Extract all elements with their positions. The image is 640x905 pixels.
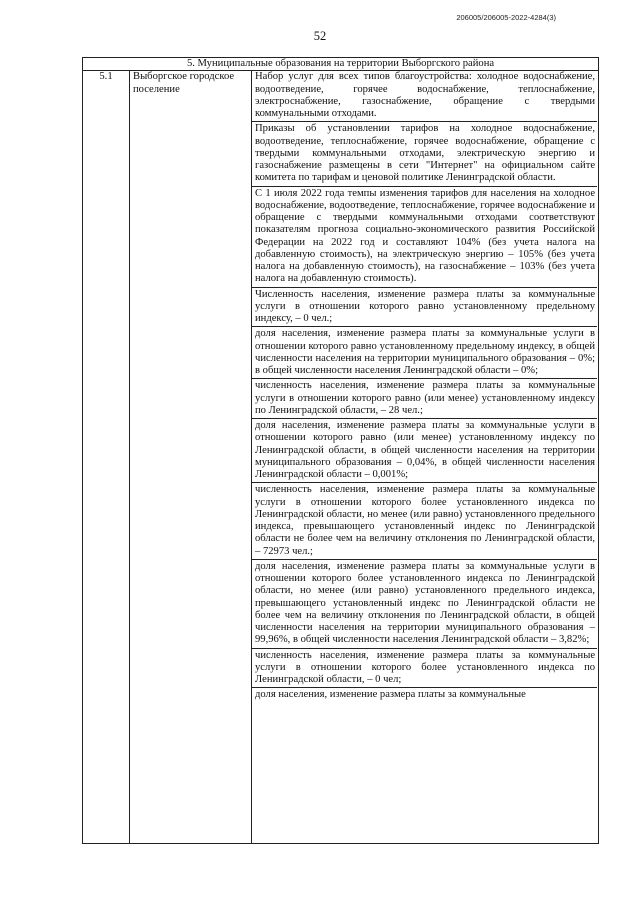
row-content — [252, 71, 599, 844]
document-id: 206005/206005-2022-4284(3) — [456, 13, 556, 22]
share-equal-limit-paragraph: доля населения, изменение размера платы за коммунальные услуги в отношении которого равно установленному предельному индексу, в общей численности населения на территории муниципального образования – 0%; в общей численности населения Ленинградской области – 0%; — [255, 328, 596, 376]
services-paragraph: Набор услуг для всех типов благоустройства: холодное водоснабжение, водоотведение, горячее водоснабжение, теплоснабжение, электроснабжение, газоснабжение, обращение с твердыми коммунальными отходами. — [255, 71, 596, 119]
table-row — [83, 71, 599, 844]
population-above-index-zero-paragraph: численность населения, изменение размера платы за коммунальные услуги в отношении которого более установленного индекса по Ленинградской области, – 0 чел; — [255, 649, 596, 685]
tariff-orders-paragraph: Приказы об установлении тарифов на холодное водоснабжение, водоотведение, теплоснабжение, горячее водоснабжение, обращение с твердыми коммунальными отходами, электрическую энергию и газоснабжение размещены в сети "Интернет" на официальном сайте комитета по тарифам и ценовой политике Ленинградской области. — [255, 123, 596, 184]
share-below-index-paragraph: доля населения, изменение размера платы за коммунальные услуги в отношении которого равно (или менее) установленному индексу по Ленинградской области, в общей численности населения на территории муниципального образования – 0,04%, в общей численности населения Ленинградской области – 0,001%; — [255, 420, 596, 480]
section-title: 5. Муниципальные образования на территории Выборгского района — [83, 58, 599, 71]
tariff-rates-paragraph: С 1 июля 2022 года темпы изменения тарифов для населения на холодное водоснабжение, водоотведение, теплоснабжение, горячее водоснабжение и обращение с твердыми коммунальными отходами соответствуют показателям прогноза социально-экономического развития Российской Федерации на 2022 год и составляют 104% (без учета налога на добавленную стоимость), на электрическую энергию – 105% (без учета налога на добавленную стоимость), на газоснабжение – 103% (без учета налога на добавленную стоимость). — [255, 187, 596, 285]
municipality-name: Выборгское городское поселение — [130, 71, 252, 844]
row-number: 5.1 — [83, 71, 130, 844]
population-below-index-paragraph: численность населения, изменение размера платы за коммунальные услуги в отношении которого равно (или менее) установленному индексу по Ленинградской области, – 28 чел.; — [255, 380, 596, 416]
page-number: 52 — [313, 29, 327, 43]
share-continued-paragraph: доля населения, изменение размера платы за коммунальные — [255, 689, 526, 701]
share-above-index-paragraph: доля населения, изменение размера платы за коммунальные услуги в отношении которого более установленного индекса по Ленинградской области, но менее (или равно) установленного предельного индекса, превышающего установленный индекс по Ленинградской области не более чем на величину отклонения по Ленинградской области, в общей численности населения на территории муниципального образования – 99,96%, в общей численности населения Ленинградской области – 3,82%; — [255, 560, 596, 646]
section-header-row — [83, 58, 599, 71]
municipal-table — [82, 57, 599, 844]
population-equal-limit-paragraph: Численность населения, изменение размера платы за коммунальные услуги в отношении которого равно установленному предельному индексу, – 0 чел.; — [255, 288, 596, 324]
population-above-index-paragraph: численность населения, изменение размера платы за коммунальные услуги в отношении которого более установленного индекса по Ленинградской области, но менее (или равно) установленного предельного индекса, превышающего установленный индекс по Ленинградской области не более чем на величину отклонения по Ленинградской области, – 72973 чел.; — [255, 484, 596, 557]
